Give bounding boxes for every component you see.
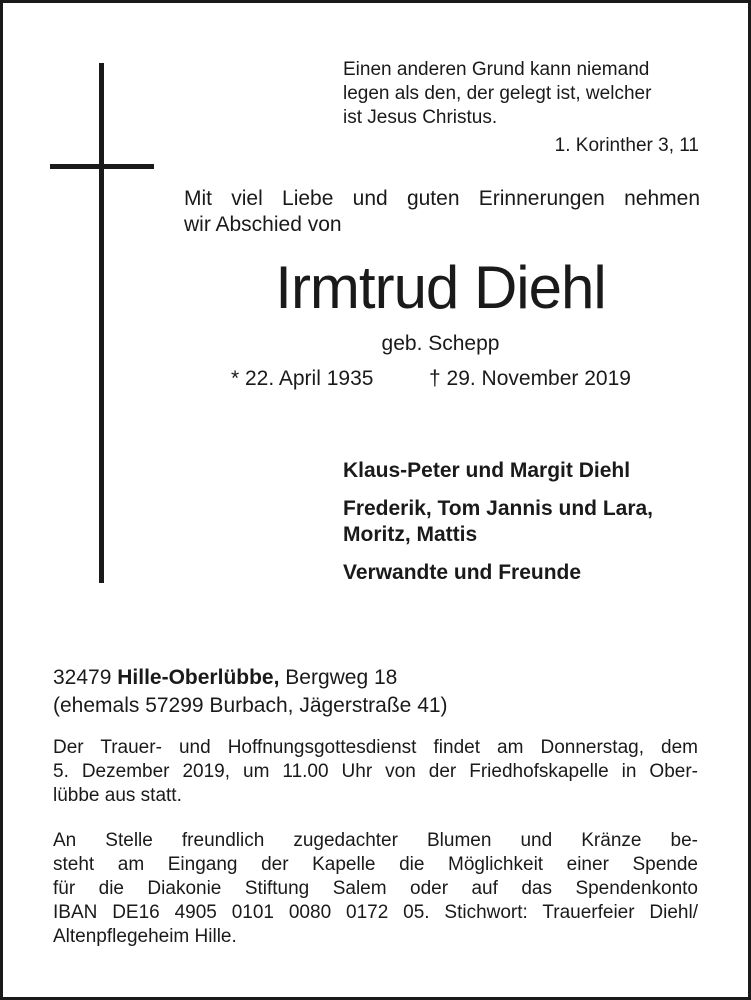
mourners-list [343, 458, 653, 586]
donation-line: Altenpflegeheim Hille. [53, 926, 237, 947]
mourner-line: Klaus-Peter und Margit Diehl [343, 459, 631, 482]
birth-date: * 22. April 1935 [231, 367, 374, 390]
intro-text [184, 186, 700, 238]
mourner-line: Moritz, Mattis [343, 523, 478, 546]
service-line: lübbe aus statt. [53, 785, 182, 806]
bible-verse-line: Einen anderen Grund kann niemand [343, 59, 650, 80]
mourner-line: Frederik, Tom Jannis und Lara, [343, 497, 654, 520]
service-line: 5. Dezember 2019, um 11.00 Uhr von der Friedhofskapelle in Ober- [53, 761, 698, 782]
address-street: Bergweg 18 [285, 666, 398, 689]
donation-line: IBAN DE16 4905 0101 0080 0172 05. Stichwort: Trauerfeier Diehl/ [53, 902, 698, 923]
maiden-name: geb. Schepp [381, 332, 500, 355]
bible-verse-line: legen als den, der gelegt ist, welcher [343, 83, 652, 104]
service-info [53, 736, 698, 808]
intro-line: Mit viel Liebe und guten Erinnerungen nehmen [184, 187, 700, 210]
intro-line: wir Abschied von [184, 213, 342, 236]
donation-line: für die Diakonie Stiftung Salem oder auf das Spendenkonto [53, 878, 698, 899]
bible-verse [343, 58, 651, 130]
cross-icon-horizontal-bar [50, 164, 154, 169]
deceased-name: Irmtrud Diehl [275, 254, 606, 321]
address-line [53, 664, 448, 692]
death-date: † 29. November 2019 [429, 367, 631, 390]
address-town: Hille-Oberlübbe, [117, 666, 280, 689]
donation-info [53, 829, 698, 949]
bible-verse-line: ist Jesus Christus. [343, 107, 498, 128]
address-block [53, 664, 448, 720]
former-address: (ehemals 57299 Burbach, Jägerstraße 41) [53, 694, 448, 717]
donation-line: An Stelle freundlich zugedachter Blumen und Kränze be- [53, 830, 698, 851]
address-zip: 32479 [53, 666, 112, 689]
donation-line: steht am Eingang der Kapelle die Möglichkeit einer Spende [53, 854, 698, 875]
mourner-line: Verwandte und Freunde [343, 561, 582, 584]
bible-verse-reference: 1. Korinther 3, 11 [554, 135, 699, 156]
service-line: Der Trauer- und Hoffnungsgottesdienst findet am Donnerstag, dem [53, 737, 698, 758]
